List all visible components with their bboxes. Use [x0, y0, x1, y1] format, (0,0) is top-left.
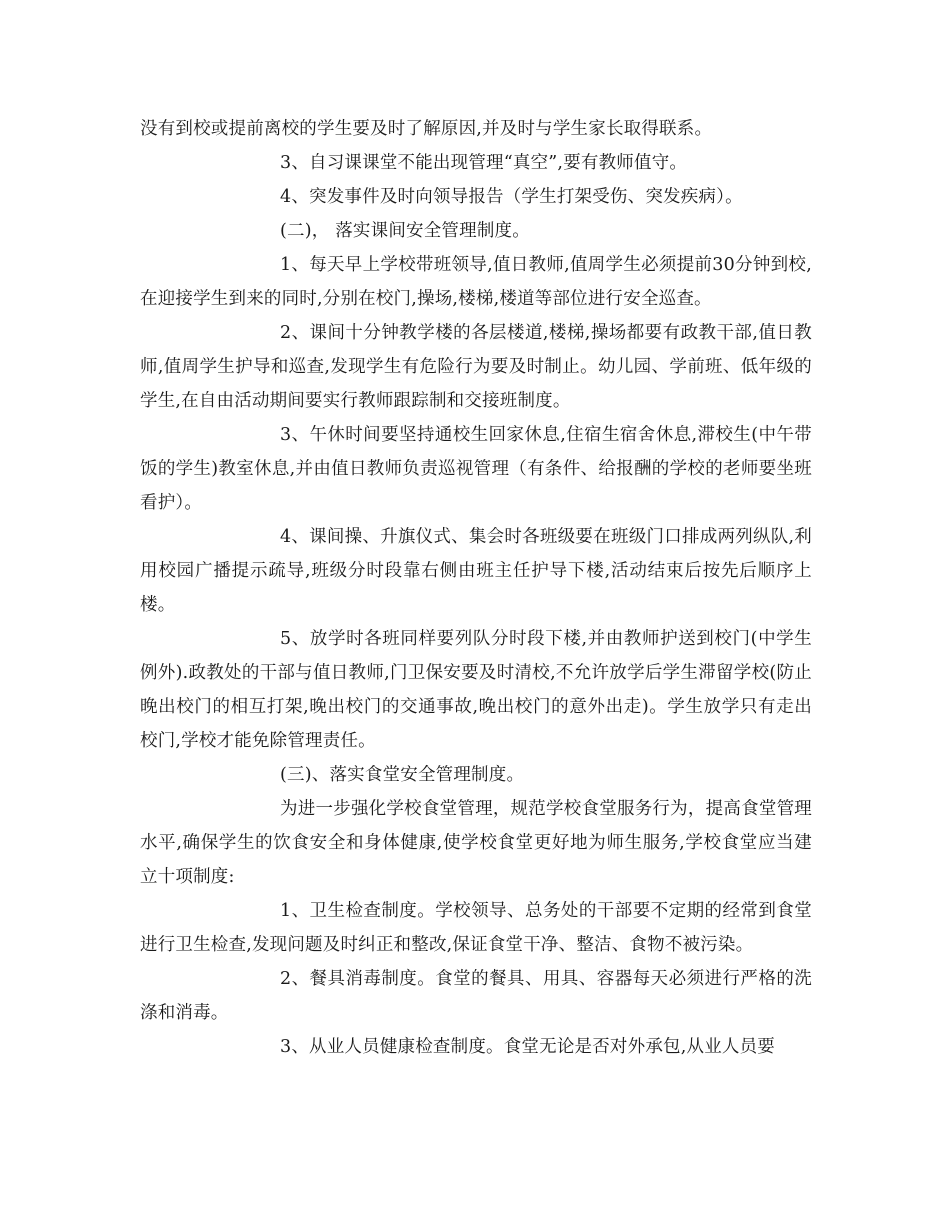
paragraph-item-5-dismissal: 5、放学时各班同样要列队分时段下楼,并由教师护送到校门(中学生例外).政教处的干部与值日教师,门卫保安要及时清校,不允许放学后学生滞留学校(防止晚出校门的相互打架,晚出校门的交通事故,晚出校门的意外出走)。学生放学只有走出校门,学校才能免除管理责任。	[140, 629, 812, 751]
paragraph-item-3-noon: 3、午休时间要坚持通校生回家休息,住宿生宿舍休息,滞校生(中午带饭的学生)教室休息,并由值日教师负责巡视管理（有条件、给报酬的学校的老师要坐班看护）。	[140, 425, 812, 513]
paragraph-item-4-assembly: 4、课间操、升旗仪式、集会时各班级要在班级门口排成两列纵队,利用校园广播提示疏导,班级分时段靠右侧由班主任护导下楼,活动结束后按先后顺序上楼。	[140, 527, 812, 615]
section-heading-3: (三)、落实食堂安全管理制度。	[280, 765, 525, 785]
paragraph-item-2-disinfection: 2、餐具消毒制度。食堂的餐具、用具、容器每天必须进行严格的洗涤和消毒。	[140, 969, 812, 1023]
paragraph-item-4-emergency: 4、突发事件及时向领导报告（学生打架受伤、突发疾病）。	[280, 187, 743, 207]
paragraph-item-2-break: 2、课间十分钟教学楼的各层楼道,楼梯,操场都要有政教干部,值日教师,值周学生护导和巡查,发现学生有危险行为要及时制止。幼儿园、学前班、低年级的学生,在自由活动期间要实行教师跟踪制和交接班制度。	[140, 323, 812, 411]
paragraph-item-3-health-check: 3、从业人员健康检查制度。食堂无论是否对外承包,从业人员要	[280, 1037, 775, 1057]
paragraph-cafeteria-intro: 为进一步强化学校食堂管理，规范学校食堂服务行为，提高食堂管理水平,确保学生的饮食安全和身体健康,使学校食堂更好地为师生服务,学校食堂应当建立十项制度:	[140, 799, 812, 887]
paragraph-continuation: 没有到校或提前离校的学生要及时了解原因,并及时与学生家长取得联系。	[140, 119, 713, 139]
section-heading-2: (二)， 落实课间安全管理制度。	[280, 221, 530, 241]
paragraph-item-3-study-hall: 3、自习课课堂不能出现管理“真空”,要有教师值守。	[280, 153, 688, 173]
paragraph-item-1-morning: 1、每天早上学校带班领导,值日教师,值周学生必须提前30分钟到校,在迎接学生到来的同时,分别在校门,操场,楼梯,楼道等部位进行安全巡查。	[140, 255, 812, 309]
document-body	[140, 112, 812, 1064]
paragraph-item-1-hygiene: 1、卫生检查制度。学校领导、总务处的干部要不定期的经常到食堂进行卫生检查,发现问题及时纠正和整改,保证食堂干净、整洁、食物不被污染。	[140, 901, 812, 955]
